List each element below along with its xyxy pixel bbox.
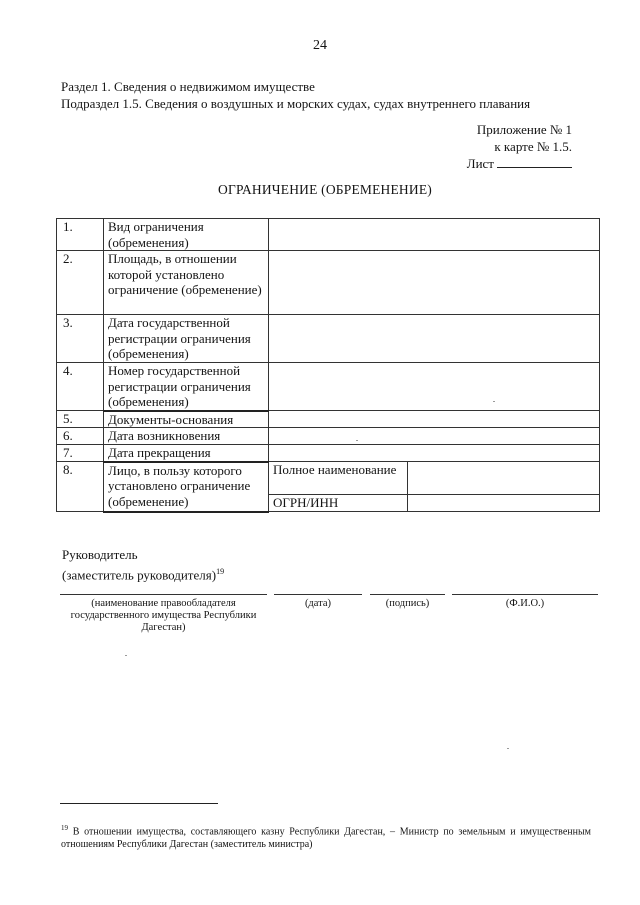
value-cell[interactable] — [269, 251, 600, 315]
table-row — [57, 363, 600, 411]
table-row — [57, 462, 600, 495]
signatory-title: Руководитель — [62, 547, 138, 562]
row-label: Площадь, в отношении которой установлено ограничение (обременение) — [104, 251, 269, 315]
sheet-number-blank — [497, 156, 572, 168]
table-row — [57, 428, 600, 445]
table-row — [57, 251, 600, 315]
footnote-ref: 19 — [216, 567, 225, 576]
row-number: 8. — [57, 462, 104, 512]
section-heading: Раздел 1. Сведения о недвижимом имуществе — [61, 79, 315, 94]
caption-full-name: (Ф.И.О.) — [505, 598, 545, 609]
signatory-deputy: (заместитель руководителя)$^{19}$ — [62, 567, 225, 583]
ogrn-inn-value-cell[interactable] — [408, 495, 600, 512]
row-number: 3. — [57, 315, 104, 363]
value-cell[interactable] — [269, 445, 600, 462]
appendix-sheet-label: Лист — [466, 156, 494, 171]
footnote — [61, 822, 591, 851]
fio-signature-line[interactable] — [452, 594, 598, 595]
scan-speck — [356, 440, 358, 441]
value-cell[interactable] — [269, 363, 600, 411]
row-label: Лицо, в пользу которого установлено ограничение (обременение) — [104, 462, 269, 512]
scan-speck — [125, 655, 127, 656]
appendix-line-2: к карте № 1.5. — [494, 139, 572, 154]
row-label: Номер государственной регистрации ограничения (обременения) — [104, 363, 269, 411]
caption-owner-name: (наименование правообладателя государственного имущества Республики Дагестан) — [70, 598, 257, 633]
row-label: Документы-основания — [104, 411, 269, 428]
row-label: Дата государственной регистрации ограничения (обременения) — [104, 315, 269, 363]
footnote-text: В отношении имущества, составляющего казну Республики Дагестан, – Министр по земельным и имущественным отношениям Республики Дагестан (заместитель министра) — [61, 826, 592, 851]
row-number: 5. — [57, 411, 104, 428]
row-label: Дата прекращения — [104, 445, 269, 462]
appendix-sheet — [440, 155, 572, 172]
form-title: ОГРАНИЧЕНИЕ (ОБРЕМЕНЕНИЕ) — [218, 182, 432, 197]
caption-date: (дата) — [304, 598, 332, 609]
scan-speck — [493, 401, 495, 402]
row-number: 2. — [57, 251, 104, 315]
table-row — [57, 315, 600, 363]
caption-signature: (подпись) — [385, 598, 430, 609]
row-number: 1. — [57, 219, 104, 251]
full-name-value-cell[interactable] — [408, 462, 600, 495]
sub-label-full-name: Полное наименование — [269, 462, 408, 495]
row-label: Вид ограничения (обременения) — [104, 219, 269, 251]
footnote-mark: 19 — [61, 824, 68, 832]
name-signature-line[interactable] — [60, 594, 267, 595]
value-cell[interactable] — [269, 411, 600, 428]
row-number: 7. — [57, 445, 104, 462]
table-row — [57, 411, 600, 428]
table-row — [57, 219, 600, 251]
signatory-label — [62, 546, 224, 583]
sign-signature-line[interactable] — [370, 594, 445, 595]
value-cell[interactable] — [269, 315, 600, 363]
table-row — [57, 445, 600, 462]
subsection-heading: Подраздел 1.5. Сведения о воздушных и морских судах, судах внутреннего плавания — [61, 96, 531, 111]
value-cell[interactable] — [269, 219, 600, 251]
scan-speck — [507, 748, 509, 749]
encumbrance-table — [56, 218, 600, 513]
appendix-block — [440, 121, 572, 172]
sub-label-ogrn-inn: ОГРН/ИНН — [269, 495, 408, 512]
value-cell[interactable] — [269, 428, 600, 445]
footnote-separator — [60, 803, 218, 804]
row-label: Дата возникновения — [104, 428, 269, 445]
appendix-line-1: Приложение № 1 — [476, 122, 572, 137]
page-number: 24 — [313, 38, 327, 53]
row-number: 4. — [57, 363, 104, 411]
date-signature-line[interactable] — [274, 594, 362, 595]
row-number: 6. — [57, 428, 104, 445]
